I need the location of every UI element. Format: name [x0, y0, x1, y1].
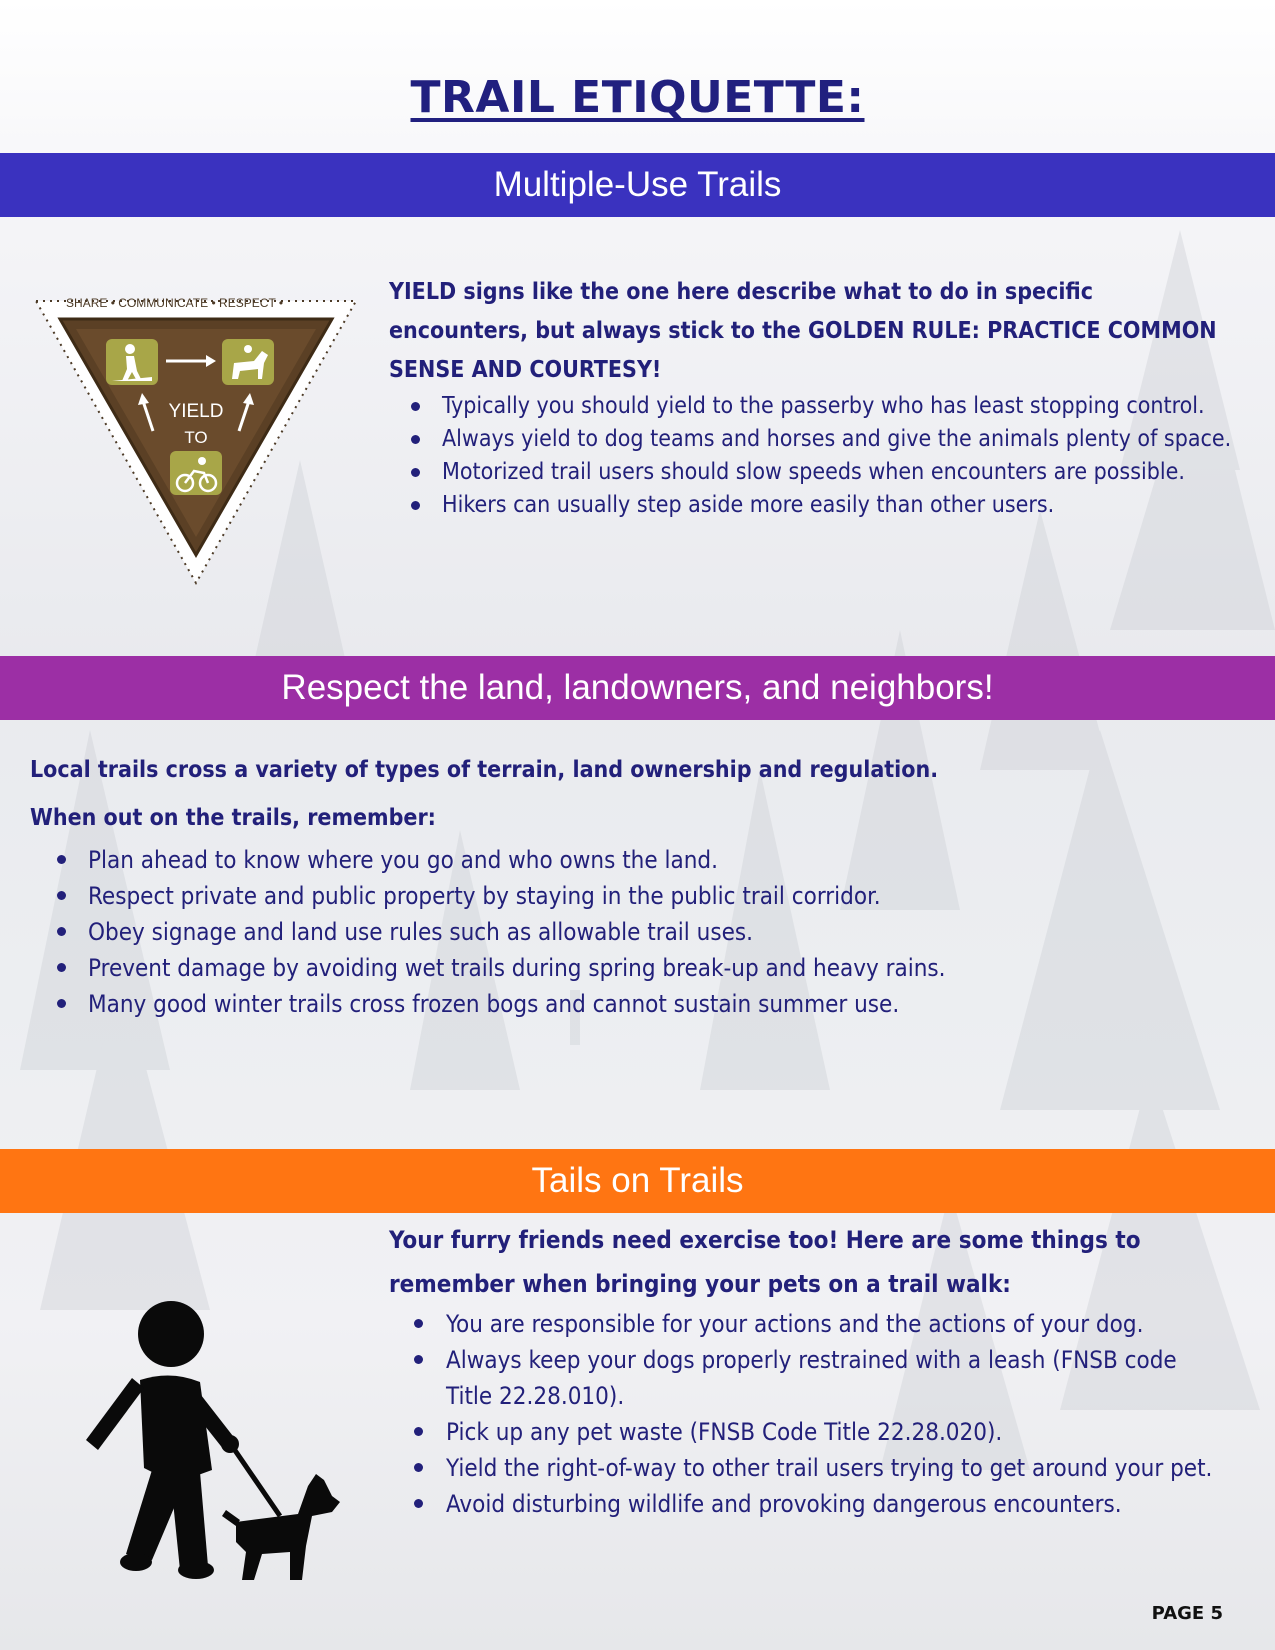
- list-item: Hikers can usually step aside more easily than other users.: [389, 489, 1239, 522]
- tails-list: [389, 1306, 1229, 1522]
- tails-section: [389, 1218, 1229, 1522]
- list-item: Many good winter trails cross frozen bogs and cannot sustain summer use.: [30, 986, 960, 1022]
- multiple-use-list: [389, 390, 1239, 522]
- list-item: Typically you should yield to the passerby who has least stopping control.: [389, 390, 1239, 423]
- svg-text:SHARE • COMMUNICATE • RESPECT: [66, 296, 283, 310]
- list-item: Motorized trail users should slow speeds when encounters are possible.: [389, 456, 1239, 489]
- yield-sign-text-to: TO: [184, 428, 208, 447]
- section-heading-tails: Tails on Trails: [0, 1149, 1275, 1213]
- list-item: You are responsible for your actions and the actions of your dog.: [389, 1306, 1229, 1342]
- tails-intro: Your furry friends need exercise too! Here are some things to remember when bringing your pets on a trail walk:: [389, 1226, 1141, 1298]
- multiple-use-intro: YIELD signs like the one here describe what to do in specific encounters, but always stick to the GOLDEN RULE: PRACTICE COMMON SENSE AND COURTESY!: [389, 279, 1217, 383]
- list-item: Always yield to dog teams and horses and give the animals plenty of space.: [389, 423, 1239, 456]
- yield-sign-ring-text: SHARE • COMMUNICATE • RESPECT •: [66, 296, 284, 310]
- page-number: PAGE 5: [1151, 1603, 1223, 1624]
- respect-list: [30, 842, 960, 1022]
- yield-sign-text: YIELD: [168, 401, 224, 422]
- section-heading-multiple-use: Multiple-Use Trails: [0, 153, 1275, 217]
- list-item: Obey signage and land use rules such as allowable trail uses.: [30, 914, 960, 950]
- list-item: Respect private and public property by staying in the public trail corridor.: [30, 878, 960, 914]
- respect-intro: Local trails cross a variety of types of terrain, land ownership and regulation. When out on the trails, remember:: [30, 757, 939, 831]
- list-item: Avoid disturbing wildlife and provoking dangerous encounters.: [389, 1486, 1229, 1522]
- list-item: Always keep your dogs properly restrained with a leash (FNSB code Title 22.28.010).: [389, 1342, 1229, 1414]
- yield-sign-icon: [26, 283, 366, 603]
- list-item: Yield the right-of-way to other trail users trying to get around your pet.: [389, 1450, 1229, 1486]
- list-item: Plan ahead to know where you go and who owns the land.: [30, 842, 960, 878]
- dog-walker-icon: [40, 1290, 360, 1590]
- multiple-use-section: [389, 273, 1239, 522]
- page-title: TRAIL ETIQUETTE:: [410, 72, 865, 123]
- respect-section: [30, 746, 960, 1022]
- list-item: Prevent damage by avoiding wet trails during spring break-up and heavy rains.: [30, 950, 960, 986]
- section-heading-respect: Respect the land, landowners, and neighbors!: [0, 656, 1275, 720]
- list-item: Pick up any pet waste (FNSB Code Title 22.28.020).: [389, 1414, 1229, 1450]
